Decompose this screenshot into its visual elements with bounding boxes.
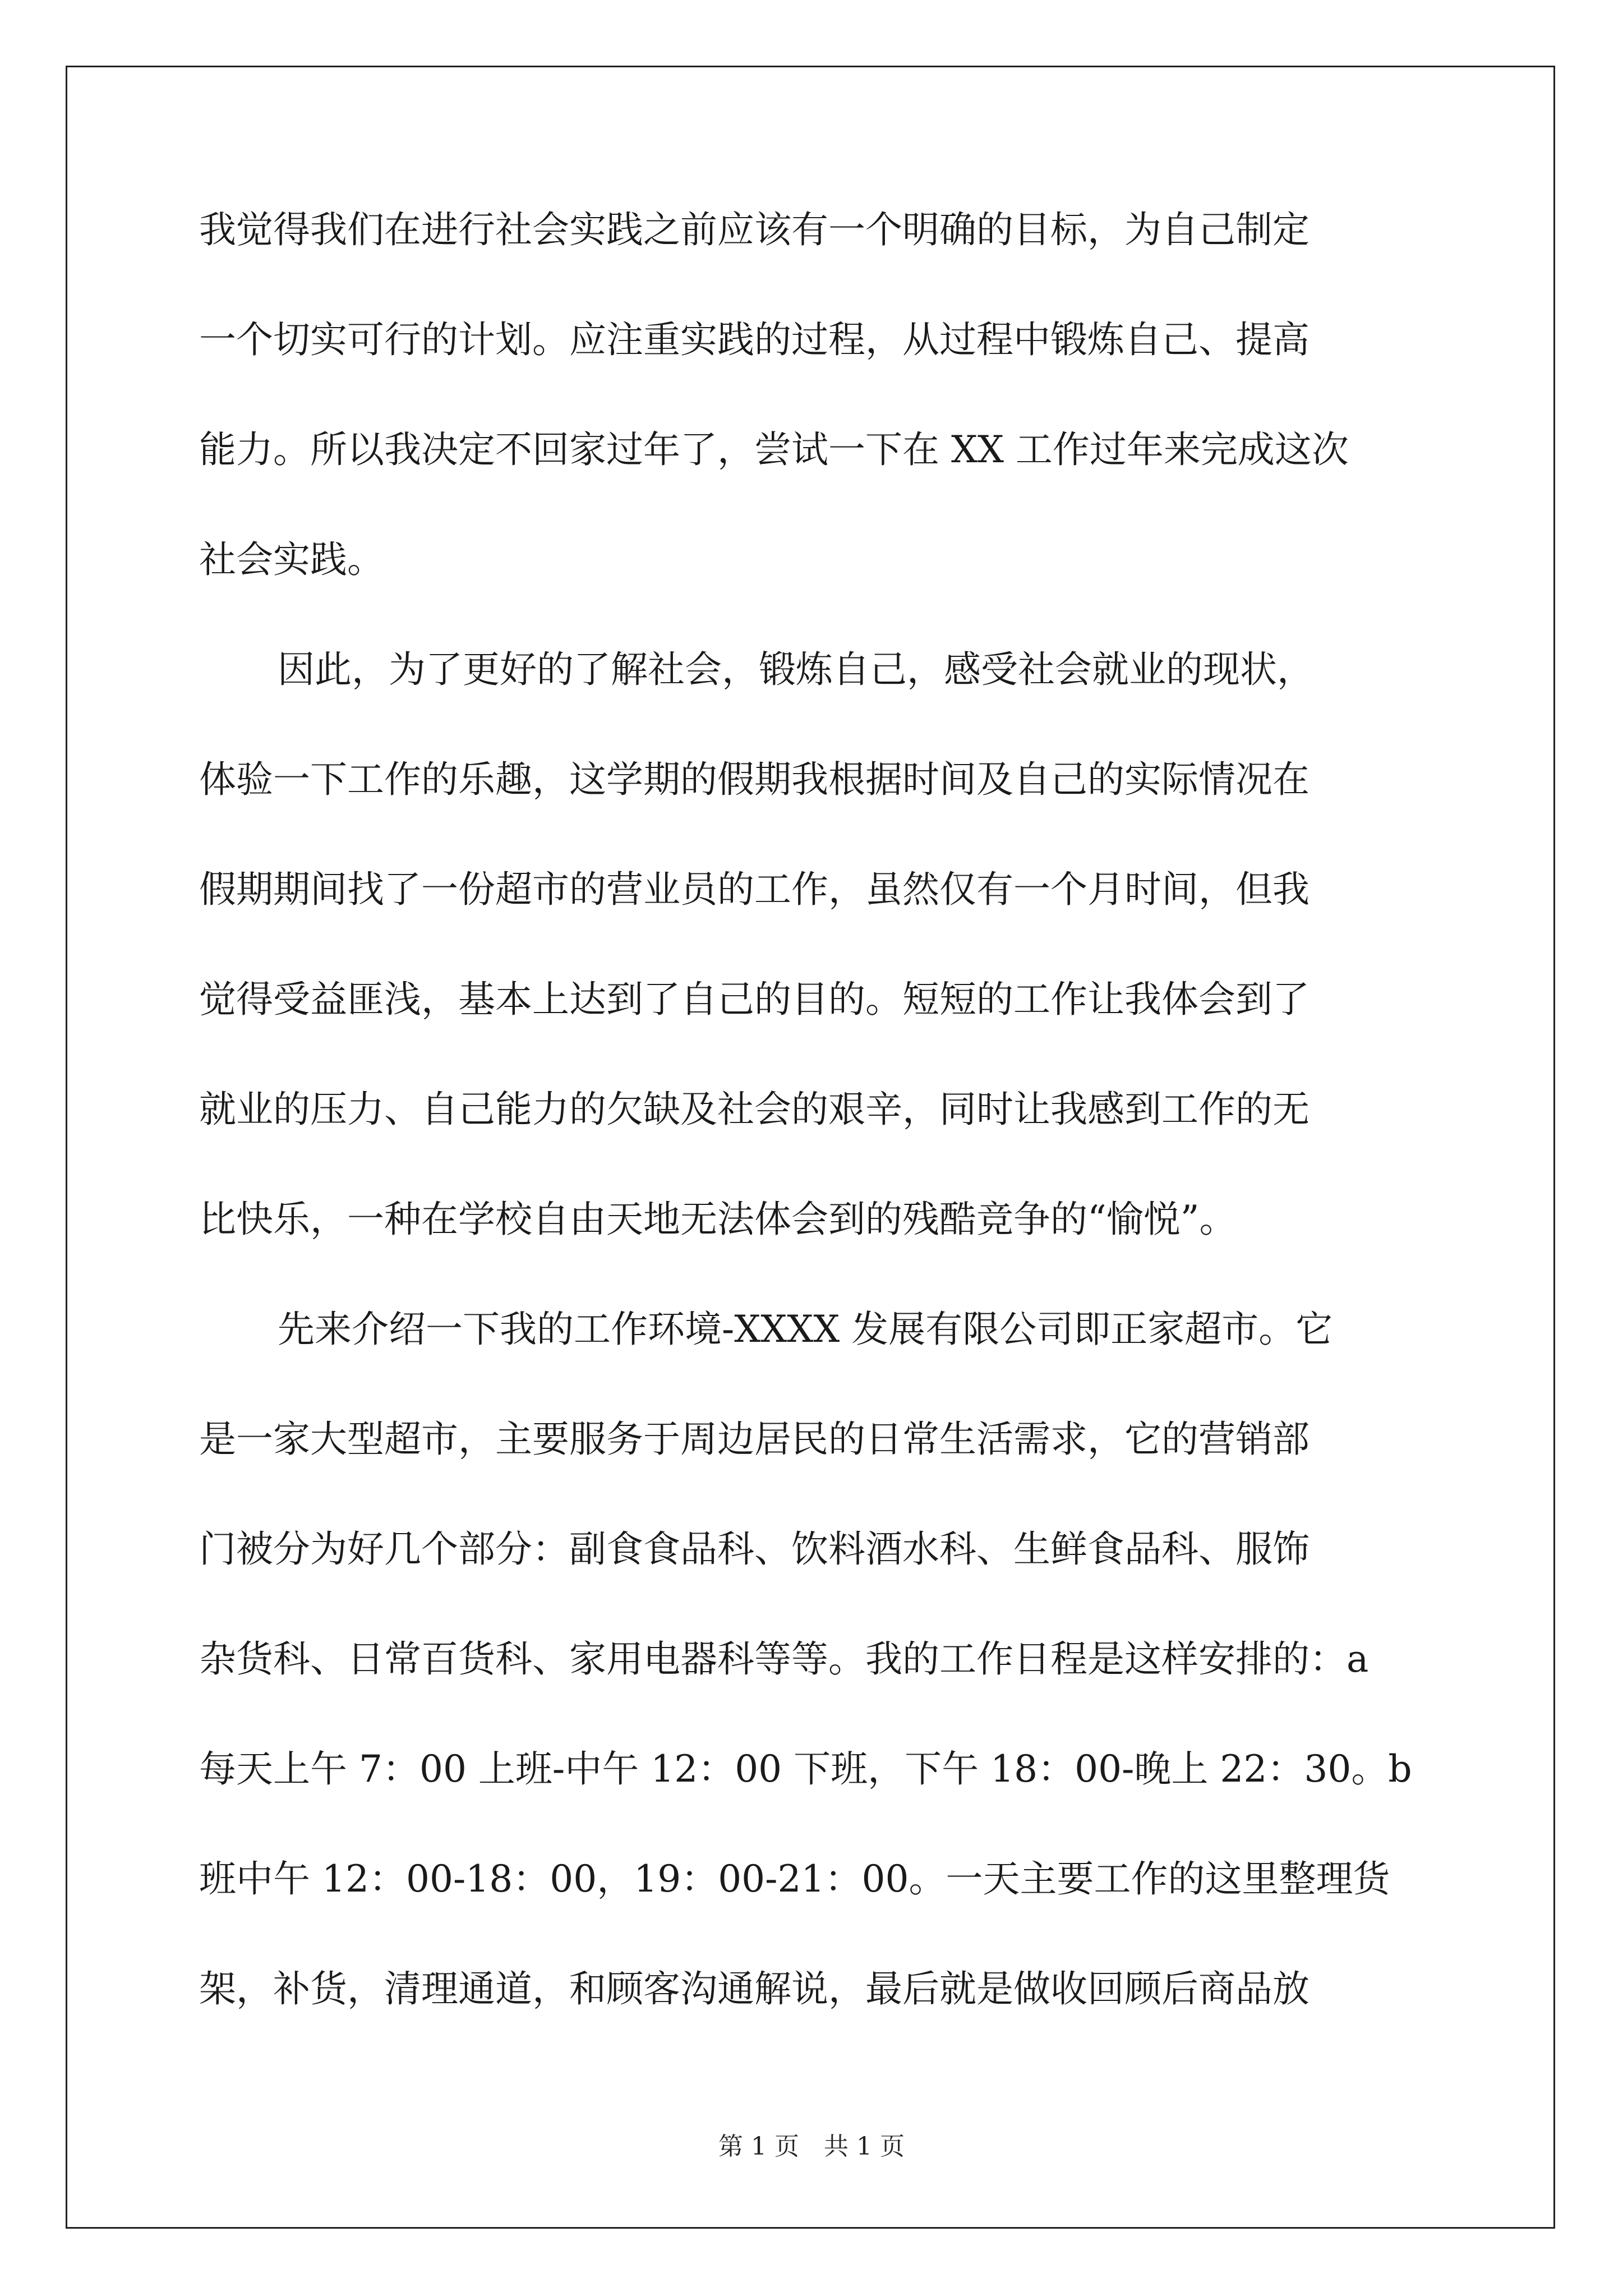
text-line: 觉得受益匪浅，基本上达到了自己的目的。短短的工作让我体会到了 (199, 978, 1310, 1021)
text-line: 体验一下工作的乐趣，这学期的假期我根据时间及自己的实际情况在 (199, 758, 1310, 801)
text-line: 架，补货，清理通道，和顾客沟通解说，最后就是做收回顾后商品放 (199, 1967, 1310, 2010)
text-line: 我觉得我们在进行社会实践之前应该有一个明确的目标，为自己制定 (199, 208, 1310, 251)
text-line: 门被分为好几个部分：副食食品科、饮料酒水科、生鲜食品科、服饰 (199, 1527, 1310, 1571)
text-line: 一个切实可行的计划。应注重实践的过程，从过程中锻炼自己、提高 (199, 318, 1310, 361)
text-line: 就业的压力、自己能力的欠缺及社会的艰辛，同时让我感到工作的无 (199, 1088, 1310, 1131)
text-line: 每天上午 7：00 上班-中午 12：00 下班，下午 18：00-晚上 22：30。b (199, 1747, 1412, 1791)
text-line: 能力。所以我决定不回家过年了，尝试一下在 XX 工作过年来完成这次 (199, 428, 1349, 471)
text-line: 社会实践。 (199, 538, 384, 581)
text-line: 是一家大型超市，主要服务于周边居民的日常生活需求，它的营销部 (199, 1418, 1310, 1461)
page-footer: 第 1 页 共 1 页 (718, 2132, 905, 2161)
text-line: 杂货科、日常百货科、家用电器科等等。我的工作日程是这样安排的：a (199, 1637, 1369, 1681)
paragraph-start-line: 因此，为了更好的了解社会，锻炼自己，感受社会就业的现状， (278, 648, 1314, 691)
text-line: 比快乐，一种在学校自由天地无法体会到的残酷竞争的“愉悦”。 (199, 1198, 1237, 1241)
text-line: 班中午 12：00-18：00，19：00-21：00。一天主要工作的这里整理货 (199, 1857, 1390, 1901)
text-line: 假期期间找了一份超市的营业员的工作，虽然仅有一个月时间，但我 (199, 868, 1310, 911)
document-body (199, 208, 1489, 2077)
paragraph-start-line: 先来介绍一下我的工作环境-XXXX 发展有限公司即正家超市。它 (278, 1308, 1333, 1351)
